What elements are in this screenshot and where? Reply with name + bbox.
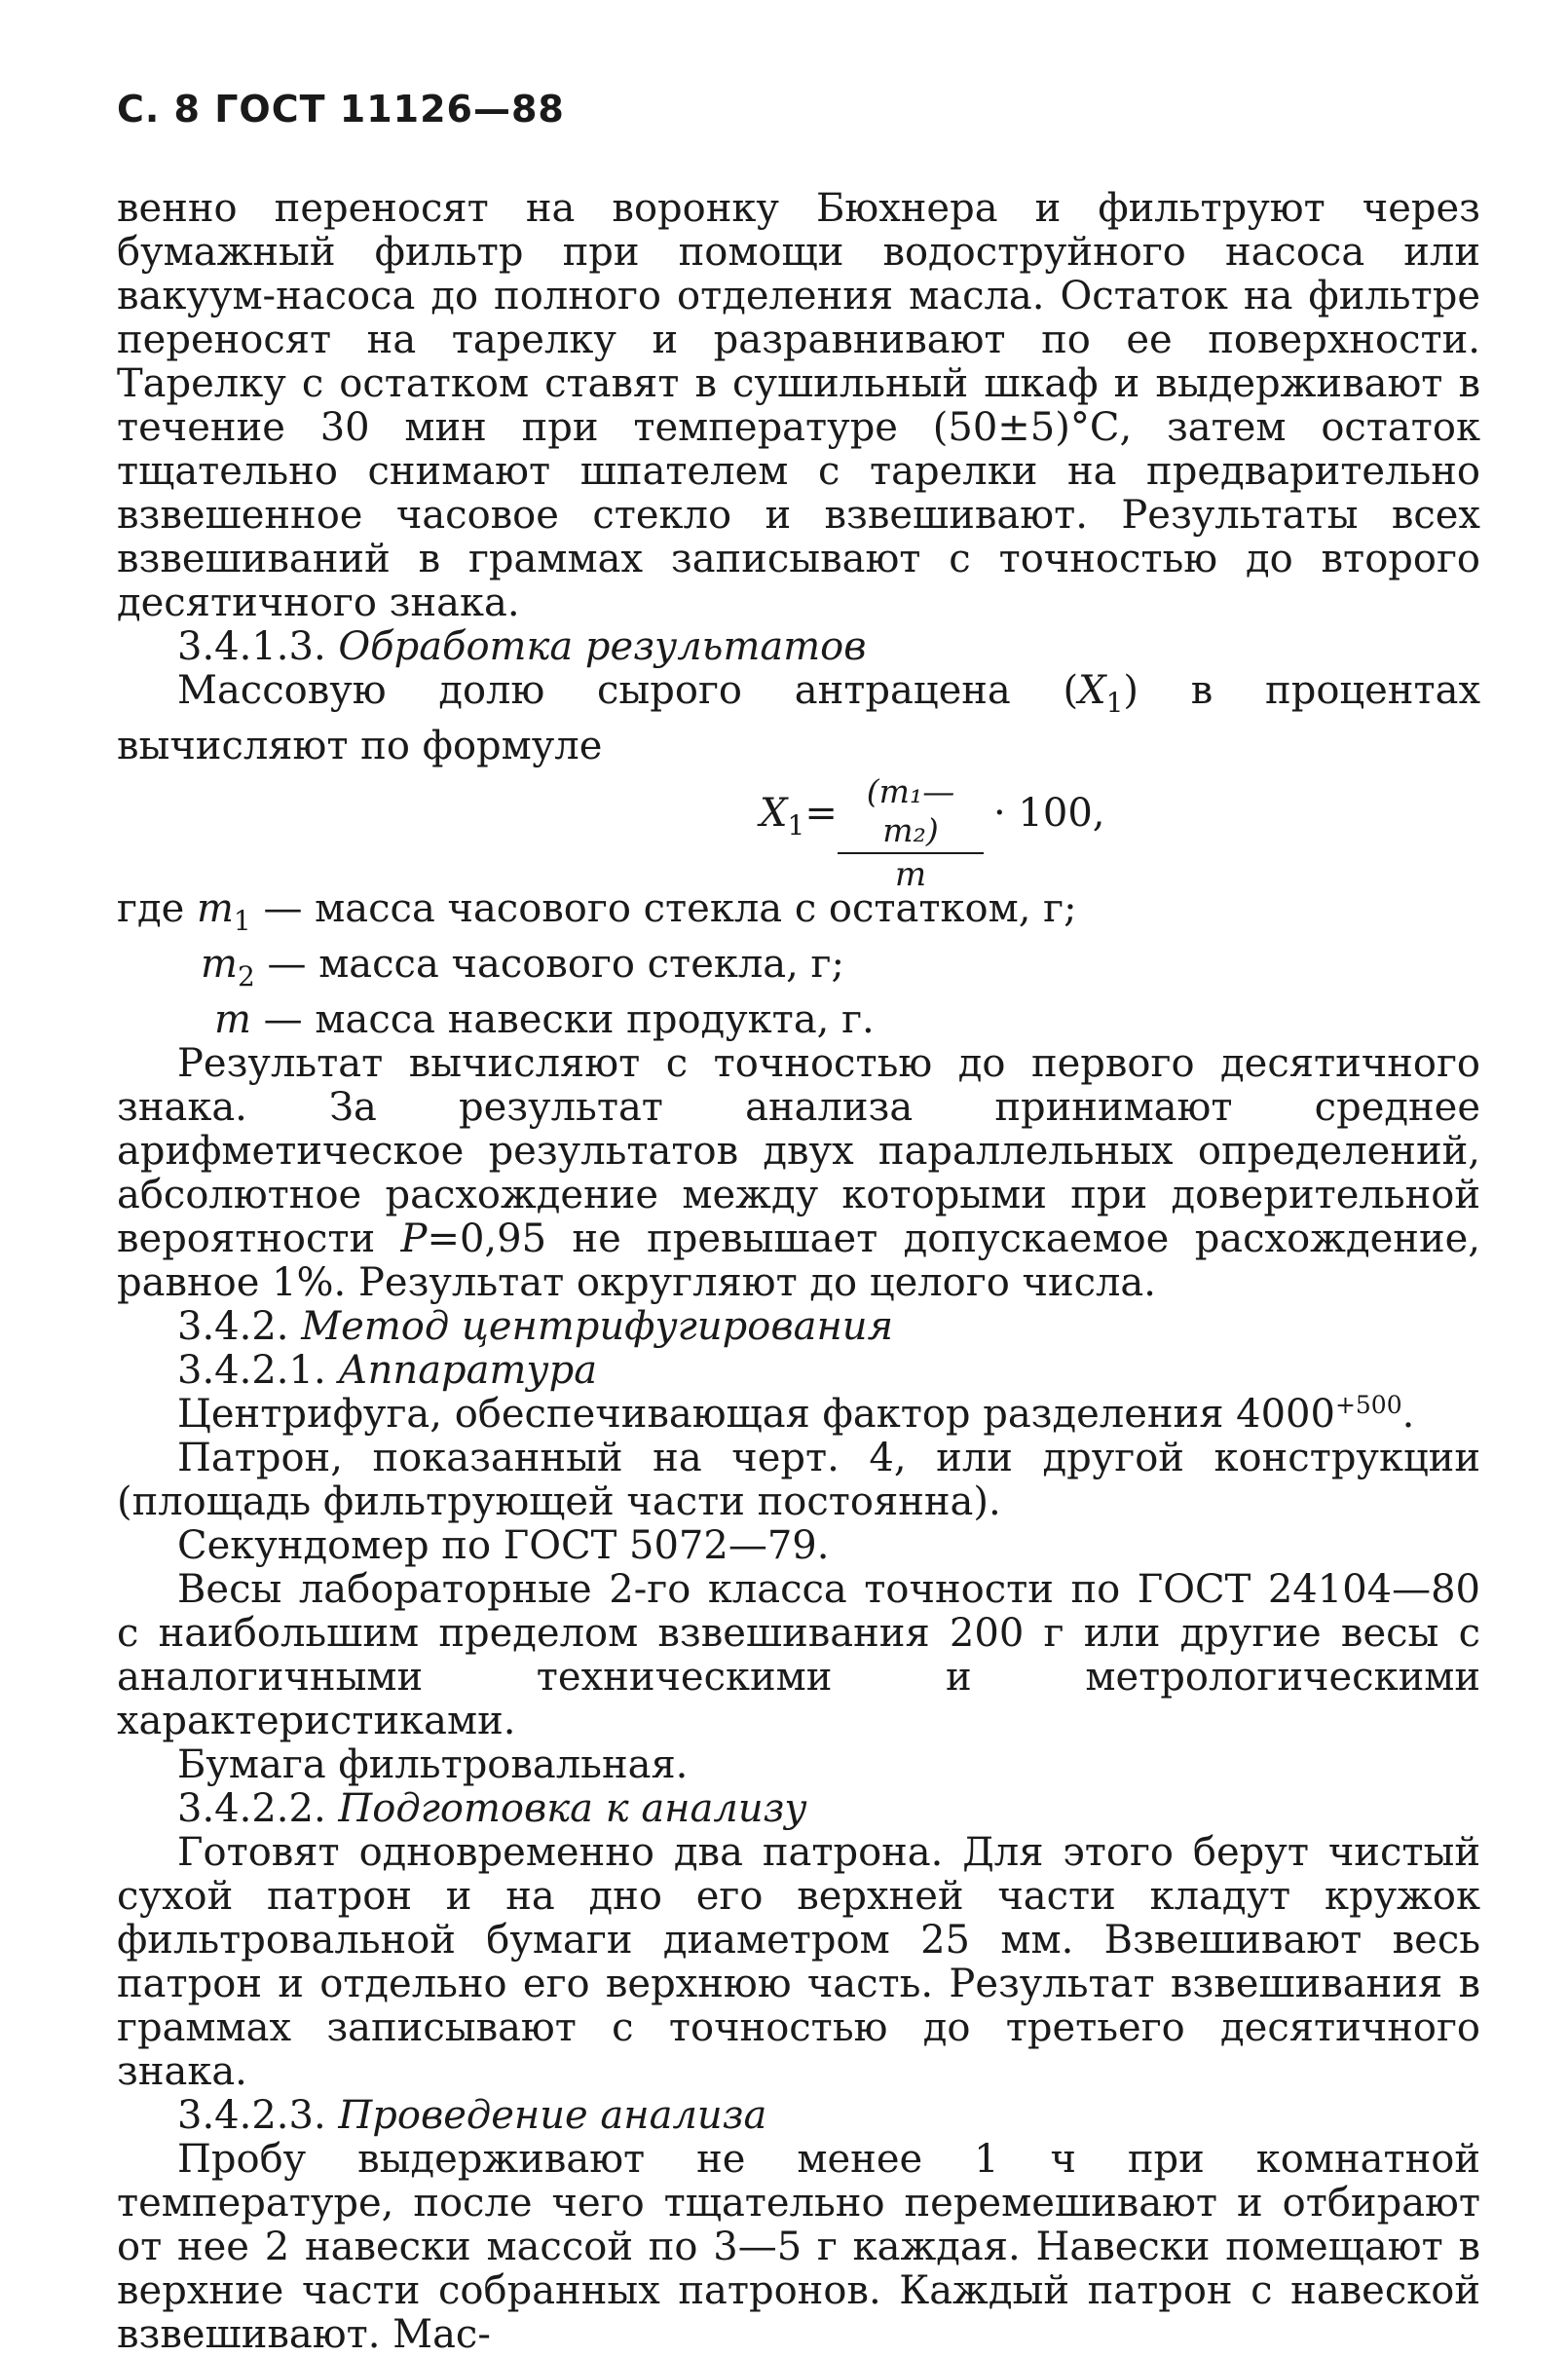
- section-title: Метод центрифугирования: [301, 1303, 894, 1349]
- paragraph-cartridge: Патрон, показанный на черт. 4, или другой конструкции (площадь фильтрующей части постоянна).: [117, 1435, 1480, 1524]
- section-number: 3.4.2.2.: [177, 1785, 326, 1831]
- legend-text: — масса часового стекла, г;: [254, 941, 844, 987]
- legend-row: [117, 943, 1480, 998]
- section-title: Подготовка к анализу: [338, 1785, 807, 1831]
- section-3-4-2: [117, 1305, 1480, 1349]
- text: Результат вычисляют с точностью до первого десятичного знака. За результат анализа принимают среднее арифметическое результатов двух параллельных определений, абсолютное расхождение между которыми при доверительной вероятности: [117, 1040, 1480, 1261]
- paragraph-continuation: венно переносят на воронку Бюхнера и фильтруют через бумажный фильтр при помощи водоструйного насоса или вакуум-насоса до полного отделения масла. Остаток на фильтре переносят на тарелку и разравнивают по ее поверхности. Тарелку с остатком ставят в сушильный шкаф и выдерживают в течение 30 мин при температуре (50±5)°С, затем остаток тщательно снимают шпателем с тарелки на предварительно взвешенное часовое стекло и взвешивают. Результаты всех взвешиваний в граммах записывают с точностью до второго десятичного знака.: [117, 185, 1480, 625]
- formula-equals: =: [804, 790, 838, 836]
- section-3-4-2-1: [117, 1349, 1480, 1393]
- paragraph-analysis: Пробу выдерживают не менее 1 ч при комнатной температуре, после чего тщательно перемешивают и отбирают от нее 2 навески массой по 3—5 г каждая. Навески помещают в верхние части собранных патронов. Каждый патрон с навеской взвешивают. Мас-: [117, 2136, 1480, 2357]
- legend-symbol: m: [214, 996, 251, 1042]
- formula-legend: [117, 887, 1480, 1042]
- section-number: 3.4.2.: [177, 1303, 289, 1349]
- legend-symbol: m: [196, 885, 234, 931]
- section-title: Обработка результатов: [338, 623, 867, 669]
- formula-lhs: [760, 792, 838, 847]
- legend-text: — масса часового стекла с остатком, г;: [250, 885, 1077, 931]
- legend-symbol: m: [201, 941, 238, 987]
- text-end: .: [1401, 1391, 1415, 1437]
- symbol: X: [1078, 667, 1106, 713]
- section-title: Аппаратура: [338, 1347, 598, 1393]
- section-3-4-2-2: [117, 1787, 1480, 1831]
- paragraph-filter-paper: Бумага фильтровальная.: [177, 1741, 689, 1787]
- legend-lead: где: [117, 885, 197, 931]
- subscript: 1: [1105, 686, 1124, 719]
- section-number: 3.4.2.3.: [177, 2092, 326, 2138]
- document-body: [117, 187, 1480, 2357]
- symbol-p: P: [400, 1216, 428, 1261]
- legend-row: [117, 998, 1480, 1042]
- formula-lhs-subscript: 1: [787, 808, 805, 842]
- formula-tail: · 100,: [993, 790, 1105, 836]
- legend-subscript: 2: [237, 959, 255, 992]
- section-title: Проведение анализа: [338, 2092, 767, 2138]
- formula-denominator: m: [894, 854, 927, 894]
- superscript: +500: [1334, 1390, 1402, 1419]
- page-header: С. 8 ГОСТ 11126—88: [117, 88, 565, 131]
- paragraph-mass-fraction: [117, 669, 1480, 768]
- paragraph-stopwatch: Секундомер по ГОСТ 5072—79.: [177, 1522, 830, 1568]
- text: Центрифуга, обеспечивающая фактор разделения 4000: [177, 1391, 1335, 1437]
- formula-numerator: (m₁—m₂): [838, 772, 984, 854]
- legend-text: — масса навески продукта, г.: [250, 996, 875, 1042]
- legend-row: [117, 887, 1480, 943]
- section-number: 3.4.2.1.: [177, 1347, 326, 1393]
- formula-lhs-symbol: X: [760, 790, 788, 836]
- section-3-4-1-3: [117, 625, 1480, 669]
- document-page: [117, 90, 1480, 2357]
- section-number: 3.4.1.3.: [177, 623, 326, 669]
- section-3-4-2-3: [117, 2094, 1480, 2138]
- formula: [117, 771, 1480, 894]
- formula-fraction: [838, 772, 984, 895]
- text-tail: ) в процентах вычисляют по формуле: [117, 667, 1480, 768]
- text: Массовую долю сырого антрацена (: [177, 667, 1079, 713]
- legend-subscript: 1: [233, 904, 251, 937]
- paragraph-scales: Весы лабораторные 2-го класса точности по ГОСТ 24104—80 с наибольшим пределом взвешивания 200 г или другие весы с аналогичными техническими и метрологическими характеристиками.: [117, 1566, 1480, 1743]
- paragraph-result-precision: [117, 1042, 1480, 1305]
- text-tail: =0,95 не превышает допускаемое расхождение, равное 1%. Результат округляют до целого числа.: [117, 1216, 1480, 1305]
- paragraph-preparation: Готовят одновременно два патрона. Для этого берут чистый сухой патрон и на дно его верхней части кладут кружок фильтровальной бумаги диаметром 25 мм. Взвешивают весь патрон и отдельно его верхнюю часть. Результат взвешивания в граммах записывают с точностью до третьего десятичного знака.: [117, 1829, 1480, 2094]
- paragraph-centrifuge: [117, 1390, 1480, 1437]
